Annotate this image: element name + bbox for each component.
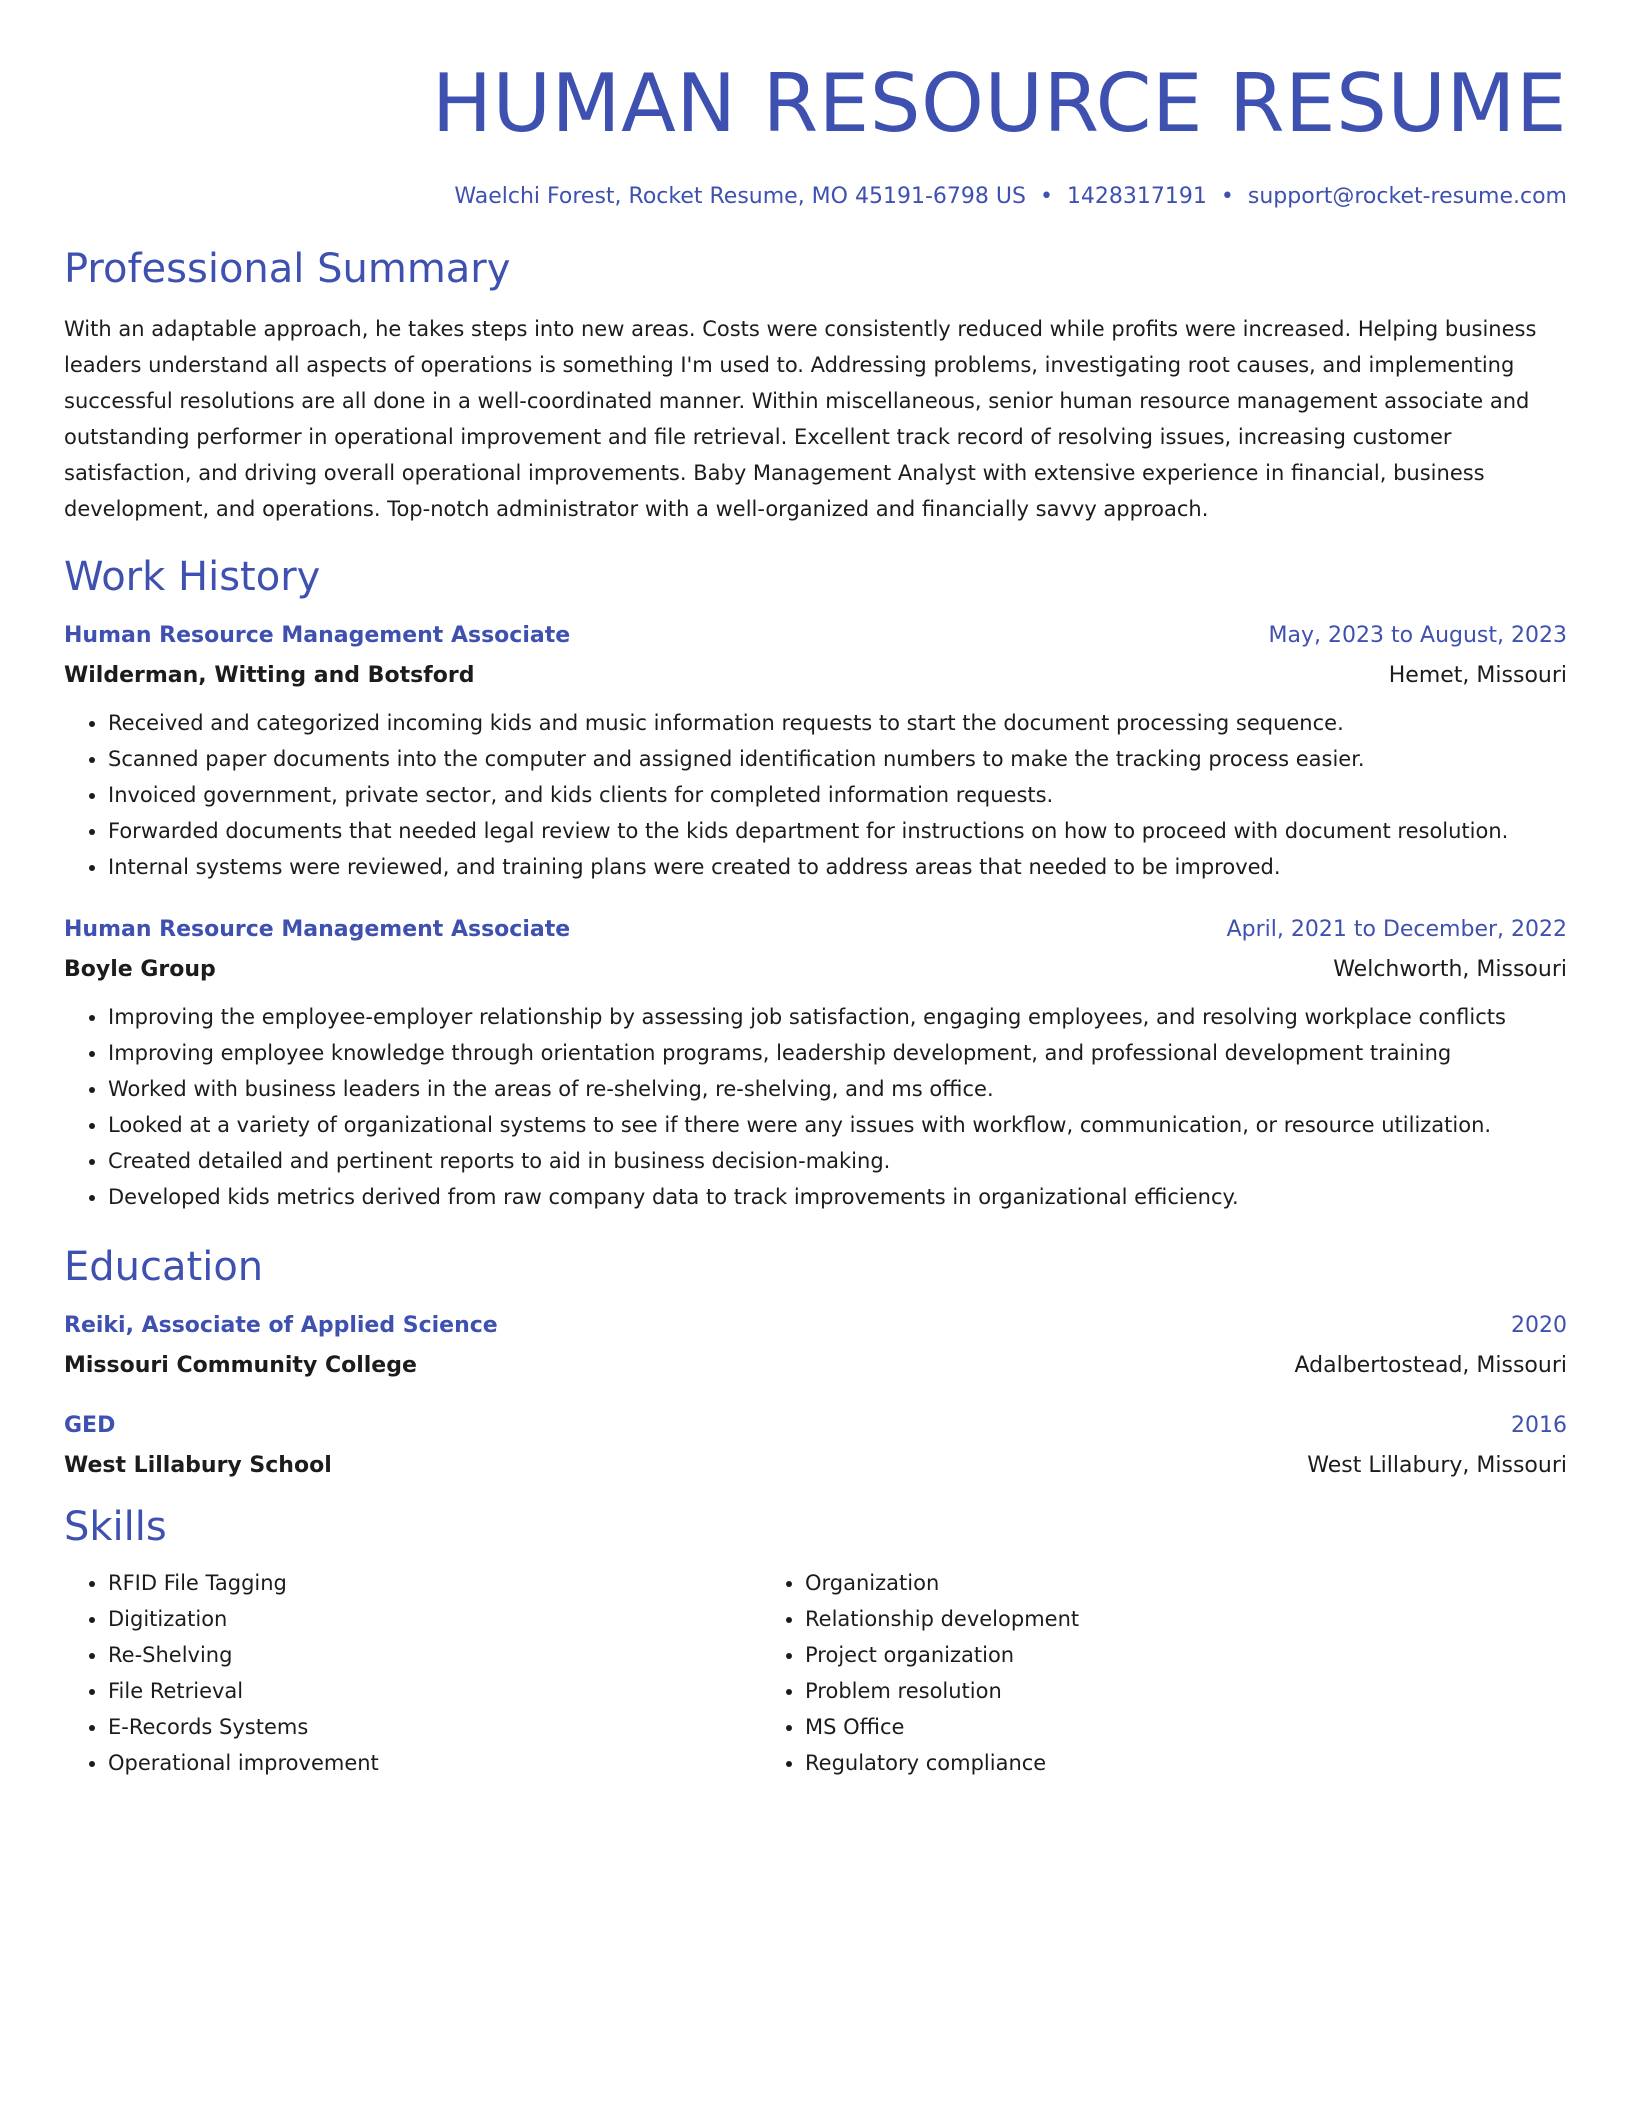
education-year: 2020 [1511, 1313, 1567, 1338]
education-location: Adalbertostead, Missouri [1294, 1353, 1567, 1378]
job-duty: • Scanned paper documents into the computer and assigned identification numbers to make the tracking process easier. [108, 741, 1567, 777]
education-year: 2016 [1511, 1413, 1567, 1438]
job-dates: May, 2023 to August, 2023 [1268, 623, 1567, 648]
skills-list-right [761, 1565, 1458, 1781]
education-entry [64, 1411, 1567, 1481]
contact-phone: 1428317191 [1066, 184, 1207, 209]
job-location: Welchworth, Missouri [1333, 957, 1567, 982]
contact-separator: • [1039, 184, 1053, 209]
job-duty: • Improving the employee-employer relationship by assessing job satisfaction, engaging employees, and resolving workplace conflicts [108, 999, 1567, 1035]
job-location: Hemet, Missouri [1388, 663, 1567, 688]
work-history-heading: Work History [64, 554, 321, 600]
contact-email: support@rocket-resume.com [1247, 184, 1567, 209]
contact-line [64, 182, 1567, 212]
skills-list-left [64, 1565, 761, 1781]
job-duty: • Looked at a variety of organizational systems to see if there were any issues with workflow, communication, or resource utilization. [108, 1107, 1567, 1143]
skills-heading: Skills [64, 1504, 167, 1550]
skill-item: • Re-Shelving [108, 1637, 761, 1673]
job-duty: • Developed kids metrics derived from raw company data to track improvements in organizational efficiency. [108, 1179, 1567, 1215]
job-entry [64, 621, 1567, 885]
job-title: Human Resource Management Associate [64, 623, 571, 648]
skill-item: • Organization [805, 1565, 1458, 1601]
job-entry [64, 915, 1567, 1215]
job-duty: • Internal systems were reviewed, and training plans were created to address areas that needed to be improved. [108, 849, 1567, 885]
skill-item: • Digitization [108, 1601, 761, 1637]
education-location: West Lillabury, Missouri [1307, 1453, 1567, 1478]
job-company: Wilderman, Witting and Botsford [64, 663, 475, 688]
job-dates: April, 2021 to December, 2022 [1226, 917, 1567, 942]
skills-columns [64, 1565, 1567, 1781]
summary-text: With an adaptable approach, he takes steps into new areas. Costs were consistently reduced while profits were increased. Helping business leaders understand all aspects of operations is something I'm used to. Addressing problems, investigating root causes, and implementing successful resolutions are all done in a well-coordinated manner. Within miscellaneous, senior human resource management associate and outstanding performer in operational improvement and file retrieval. Excellent track record of resolving issues, increasing customer satisfaction, and driving overall operational improvements. Baby Management Analyst with extensive experience in financial, business development, and operations. Top-notch administrator with a well-organized and financially savvy approach. [64, 317, 1537, 521]
job-duties-list [64, 999, 1567, 1215]
skill-item: • Operational improvement [108, 1745, 761, 1781]
skill-item: • Problem resolution [805, 1673, 1458, 1709]
education-school: West Lillabury School [64, 1453, 332, 1478]
skill-item: • File Retrieval [108, 1673, 761, 1709]
job-duty: • Created detailed and pertinent reports to aid in business decision-making. [108, 1143, 1567, 1179]
job-duties-list [64, 705, 1567, 885]
job-company: Boyle Group [64, 957, 216, 982]
skill-item: • E-Records Systems [108, 1709, 761, 1745]
education-degree: Reiki, Associate of Applied Science [64, 1313, 498, 1338]
resume-title: HUMAN RESOURCE RESUME [431, 57, 1567, 150]
education-heading: Education [64, 1244, 264, 1290]
job-duty: • Improving employee knowledge through orientation programs, leadership development, and professional development training [108, 1035, 1567, 1071]
job-duty: • Forwarded documents that needed legal review to the kids department for instructions on how to proceed with document resolution. [108, 813, 1567, 849]
education-school: Missouri Community College [64, 1353, 417, 1378]
skill-item: • RFID File Tagging [108, 1565, 761, 1601]
skill-item: • Project organization [805, 1637, 1458, 1673]
education-degree: GED [64, 1413, 116, 1438]
resume-page [64, 0, 1567, 1781]
skill-item: • Regulatory compliance [805, 1745, 1458, 1781]
summary-heading: Professional Summary [64, 246, 511, 292]
job-duty: • Invoiced government, private sector, and kids clients for completed information requests. [108, 777, 1567, 813]
job-title: Human Resource Management Associate [64, 917, 571, 942]
contact-separator: • [1220, 184, 1234, 209]
contact-address: Waelchi Forest, Rocket Resume, MO 45191-6798 US [454, 184, 1026, 209]
job-duty: • Received and categorized incoming kids and music information requests to start the document processing sequence. [108, 705, 1567, 741]
skill-item: • MS Office [805, 1709, 1458, 1745]
education-entry [64, 1311, 1567, 1381]
job-duty: • Worked with business leaders in the areas of re-shelving, re-shelving, and ms office. [108, 1071, 1567, 1107]
skill-item: • Relationship development [805, 1601, 1458, 1637]
